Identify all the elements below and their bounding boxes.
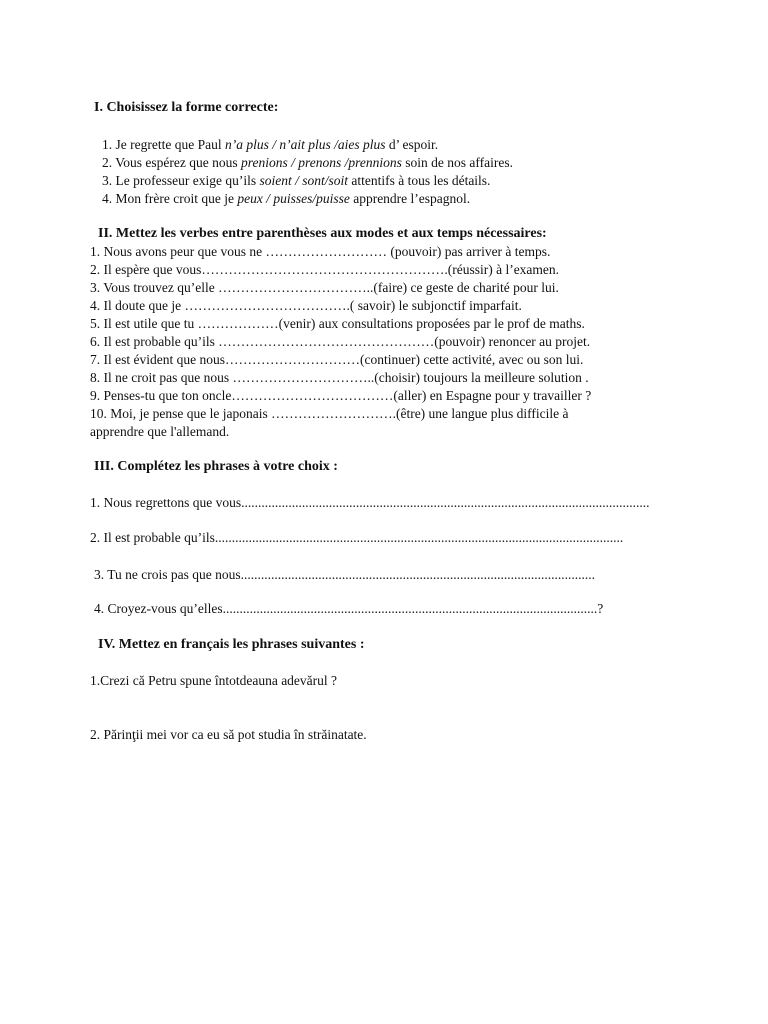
section2-item-7: 7. Il est évident que nous…………………………(continuer) cette activité, avec ou son lui. xyxy=(90,352,584,367)
section4-item-2: 2. Părinţii mei vor ca eu să pot studia în străinatate. xyxy=(90,727,367,742)
section4-item-1: 1.Crezi că Petru spune întotdeauna adevărul ? xyxy=(90,673,338,688)
item-text-before: Mon frère croit que je xyxy=(115,191,234,206)
item-text-before: Le professeur exige qu’ils xyxy=(115,173,257,188)
section2-item-2: 2. Il espère que vous……………………………………………….(réussir) à l’examen. xyxy=(90,262,560,277)
item-options: peux / puisses/puisse xyxy=(237,191,350,206)
item-number: 2. xyxy=(102,155,113,170)
item-options: n’a plus / n’ait plus /aies plus xyxy=(224,137,386,152)
section1-item-3 xyxy=(102,173,490,189)
section2-item-1: 1. Nous avons peur que vous ne ……………………… (pouvoir) pas arriver à temps. xyxy=(90,244,551,259)
item-number: 4. xyxy=(102,191,113,206)
item-text-after: apprendre l’espagnol. xyxy=(353,191,471,206)
item-number: 1. xyxy=(102,137,113,152)
section2-item-8: 8. Il ne croit pas que nous …………………………..(choisir) toujours la meilleure solution . xyxy=(90,370,589,385)
item-text-after: d’ espoir. xyxy=(388,137,439,152)
item-text-before: Je regrette que Paul xyxy=(115,137,222,152)
section2-title: II. Mettez les verbes entre parenthèses aux modes et aux temps nécessaires: xyxy=(98,226,547,241)
item-options: prenions / prenons /prennions xyxy=(241,155,402,170)
section4-title: IV. Mettez en français les phrases suivantes : xyxy=(98,637,365,652)
item-options: soient / sont/soit xyxy=(259,173,348,188)
section2-item-3: 3. Vous trouvez qu’elle ……………………………..(faire) ce geste de charité pour lui. xyxy=(90,280,559,295)
item-text-before: Vous espérez que nous xyxy=(115,155,238,170)
section3-item-2: 2. Il est probable qu’ils......................................................................................................................... xyxy=(90,530,624,545)
item-text-after: attentifs à tous les détails. xyxy=(351,173,491,188)
section2-item-4: 4. Il doute que je ……………………………….( savoir) le subjonctif imparfait. xyxy=(90,298,522,313)
section2-item-5: 5. Il est utile que tu ………………(venir) aux consultations proposées par le prof de maths. xyxy=(90,316,585,331)
section1-item-2 xyxy=(102,155,513,171)
item-number: 3. xyxy=(102,173,113,188)
section1-item-1 xyxy=(102,137,438,153)
section3-title: III. Complétez les phrases à votre choix : xyxy=(94,459,338,474)
section2-item-10: 10. Moi, je pense que le japonais ……………………….(être) une langue plus difficile à xyxy=(90,406,569,421)
section3-item-3: 3. Tu ne crois pas que nous......................................................................................................... xyxy=(94,567,596,582)
section3-item-4: 4. Croyez-vous qu’elles...............................................................................................................? xyxy=(94,601,604,616)
section1-item-4 xyxy=(102,191,470,207)
item-text-after: soin de nos affaires. xyxy=(405,155,513,170)
section2-item-6: 6. Il est probable qu’ils …………………………………………(pouvoir) renoncer au projet. xyxy=(90,334,591,349)
section3-item-1: 1. Nous regrettons que vous......................................................................................................................... xyxy=(90,495,650,510)
section2-item-10-continued: apprendre que l'allemand. xyxy=(90,424,230,439)
section2-item-9: 9. Penses-tu que ton oncle………………………………(aller) en Espagne pour y travailler ? xyxy=(90,388,592,403)
section1-title: I. Choisissez la forme correcte: xyxy=(94,100,279,115)
